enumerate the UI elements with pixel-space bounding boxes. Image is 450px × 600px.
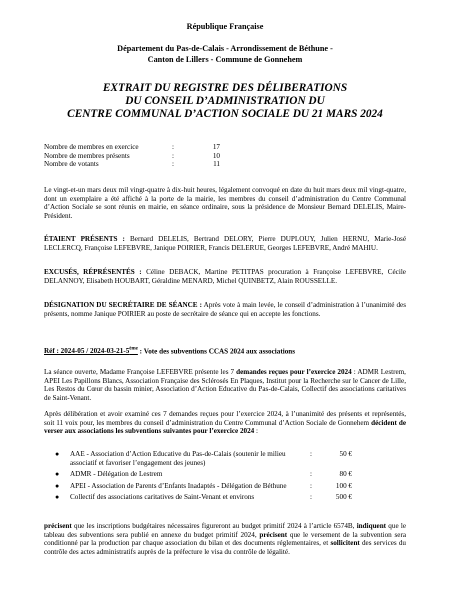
title-line-3: CENTRE COMMUNAL D’ACTION SOCIALE DU 21 MARS 2024 — [67, 108, 383, 120]
bullet-icon: ● — [55, 450, 60, 458]
count-value: 11 — [213, 160, 220, 169]
count-row — [44, 143, 220, 152]
ref-line — [44, 346, 406, 356]
count-label: Nombre de votants — [44, 160, 99, 169]
excuses-paragraph — [44, 268, 406, 285]
seance-paragraph — [44, 368, 406, 402]
title-line-1: EXTRAIT DU REGISTRE DES DÉLIBERATIONS — [102, 82, 348, 94]
subvention-amount: 500 € — [335, 493, 352, 501]
subvention-amount: 80 € — [339, 470, 352, 478]
deliberation-end: : — [254, 427, 259, 435]
indiquent-verb: indiquent — [356, 522, 387, 530]
subvention-amount: 100 € — [335, 481, 352, 490]
subvention-amount: 50 € — [339, 450, 352, 458]
subvention-label: APEI - Association de Parents d’Enfants Inadaptés - Délégation de Béthune — [70, 481, 287, 490]
bullet-icon: ● — [55, 470, 60, 478]
member-counts — [44, 143, 220, 169]
ref-suffix: ème — [129, 347, 138, 352]
count-sep: : — [172, 151, 174, 160]
bullet-icon: ● — [55, 481, 60, 490]
count-row — [44, 152, 220, 161]
versement-text: que le versement de la subvention sera conditionné par la production par chaque association du bilan et des documents réglementaires, et — [44, 530, 406, 547]
subvention-colon: : — [310, 481, 312, 490]
count-sep: : — [172, 143, 174, 151]
seance-intro: La séance ouverte, Madame Françoise LEFEBVRE présente les 7 — [44, 368, 237, 376]
precisent-verb: précisent — [44, 522, 72, 530]
count-row — [44, 160, 220, 169]
subventions-list — [56, 450, 406, 502]
ref-subject: : Vote des subventions CCAS 2024 aux associations — [137, 347, 296, 356]
presents-paragraph — [44, 235, 406, 252]
presents-label: ÉTAIENT PRÉSENTS : — [44, 235, 125, 243]
subvention-label: AAE - Association d’Action Educative du Pas-de-Calais (soutenir le milieu associatif et favoriser l’engagement des jeunes) — [70, 450, 286, 467]
indiquent-text: que le tableau des subventions sera publié en annexe du budget primitif 2024, — [44, 522, 406, 539]
department-line: Département du Pas-de-Calais - Arrondissement de Béthune - — [117, 44, 333, 53]
subvention-colon: : — [310, 493, 312, 501]
secretaire-text: Après vote à main levée, le conseil d’administration à l’unanimité des présents, nomme Janique POIRIER au poste de secrétaire de séance qui en accepte les fonctions. — [44, 301, 406, 318]
subvention-label: ADMR - Délégation de Lestrem — [70, 470, 163, 478]
precisent-text: que les inscriptions budgétaires nécessaires figureront au budget primitif 2024 à l’article 6574B, — [71, 522, 357, 530]
bullet-icon: ● — [55, 493, 60, 501]
subvention-label: Collectif des associations caritatives de Saint-Venant et environs — [70, 493, 255, 501]
convocation-paragraph: Le vingt-et-un mars deux mil vingt-quatre à dix-huit heures, légalement convoqué en date du huit mars deux mil vingt-quatre, dont un exemplaire a été affiché à la porte de la mairie, les membres du conseil d’administration du Centre Communal d’Action Sociale se sont réunis en mairie, en séance ordinaire, sous la présidence de Monsieur Bernard DELELIS, Maire-Président. — [44, 186, 406, 220]
precisent-paragraph — [44, 522, 406, 556]
list-item — [56, 450, 406, 467]
subvention-colon: : — [310, 470, 312, 478]
seance-list: : ADMR Lestrem, APEI Les Papillons Blancs, Association Française des Sclérosés En Plaques, Institut pour la Recherche sur le Cancer de Lille, Les Restos du Cœur du bassin minier, Association d’Action Educative du Pas-de-Calais, Collectif des associations caritatives de Saint-Venant. — [44, 368, 406, 402]
ref-label — [44, 347, 138, 355]
count-value: 10 — [212, 151, 220, 160]
count-label: Nombre de membres présents — [44, 151, 130, 160]
deliberation-intro: Après délibération et avoir examiné ces 7 demandes reçues pour l’exercice 2024, à l’unanimité des présents et représentés, soit 11 voix pour, les membres du conseil d’administration du Centre Communal d’Action Sociale de Gonnehem — [44, 410, 406, 427]
department-heading — [0, 44, 450, 65]
deliberation-paragraph — [44, 410, 406, 436]
subvention-colon: : — [310, 450, 312, 458]
sollicitent-text: des services du contrôle des actes administratifs auprès de la préfecture le visa du contrôle de légalité. — [44, 539, 406, 556]
precisent-verb-2: précisent — [259, 530, 288, 539]
title-line-2: DU CONSEIL D’ADMINISTRATION DU — [125, 95, 325, 107]
deliberation-emphasis: décident de verser aux associations les subventions suivantes pour l’exercice 2024 — [44, 418, 406, 435]
count-label: Nombre de membres en exercice — [44, 143, 139, 151]
count-value: 17 — [212, 143, 220, 151]
document-title — [0, 82, 450, 121]
list-item — [56, 493, 406, 502]
secretaire-label: DÉSIGNATION DU SECRÉTAIRE DE SÉANCE : — [44, 301, 202, 309]
ref-number: Réf : 2024-05 / 2024-03-21-5 — [44, 347, 130, 356]
excuses-label: EXCUSÉS, RÉPRÉSENTÉS : — [44, 268, 142, 276]
list-item — [56, 470, 406, 479]
list-item — [56, 482, 406, 491]
seance-emphasis: demandes reçues pour l’exercice 2024 — [236, 368, 352, 376]
count-sep: : — [172, 160, 174, 169]
canton-line: Canton de Lillers - Commune de Gonnehem — [147, 54, 303, 64]
sollicitent-verb: sollicitent — [330, 539, 360, 547]
secretaire-paragraph — [44, 301, 406, 318]
excuses-list: Céline DEBACK, Martine PETITPAS procuration à Françoise LEFEBVRE, Cécile DELANNOY, Elisabeth HOUBART, Géraldine MENARD, Michel QUINBETZ, Alain ROUSSELLE. — [44, 268, 406, 285]
presents-list: Bernard DELELIS, Bertrand DELORY, Pierre DUPLOUY, Julien HERNU, Marie-José LECLERCQ, Françoise LEFEBVRE, Janique POIRIER, Francis DELERUE, Georges LEFEBVRE, André MAHIU. — [44, 235, 406, 252]
republic-heading: République Française — [186, 22, 264, 31]
